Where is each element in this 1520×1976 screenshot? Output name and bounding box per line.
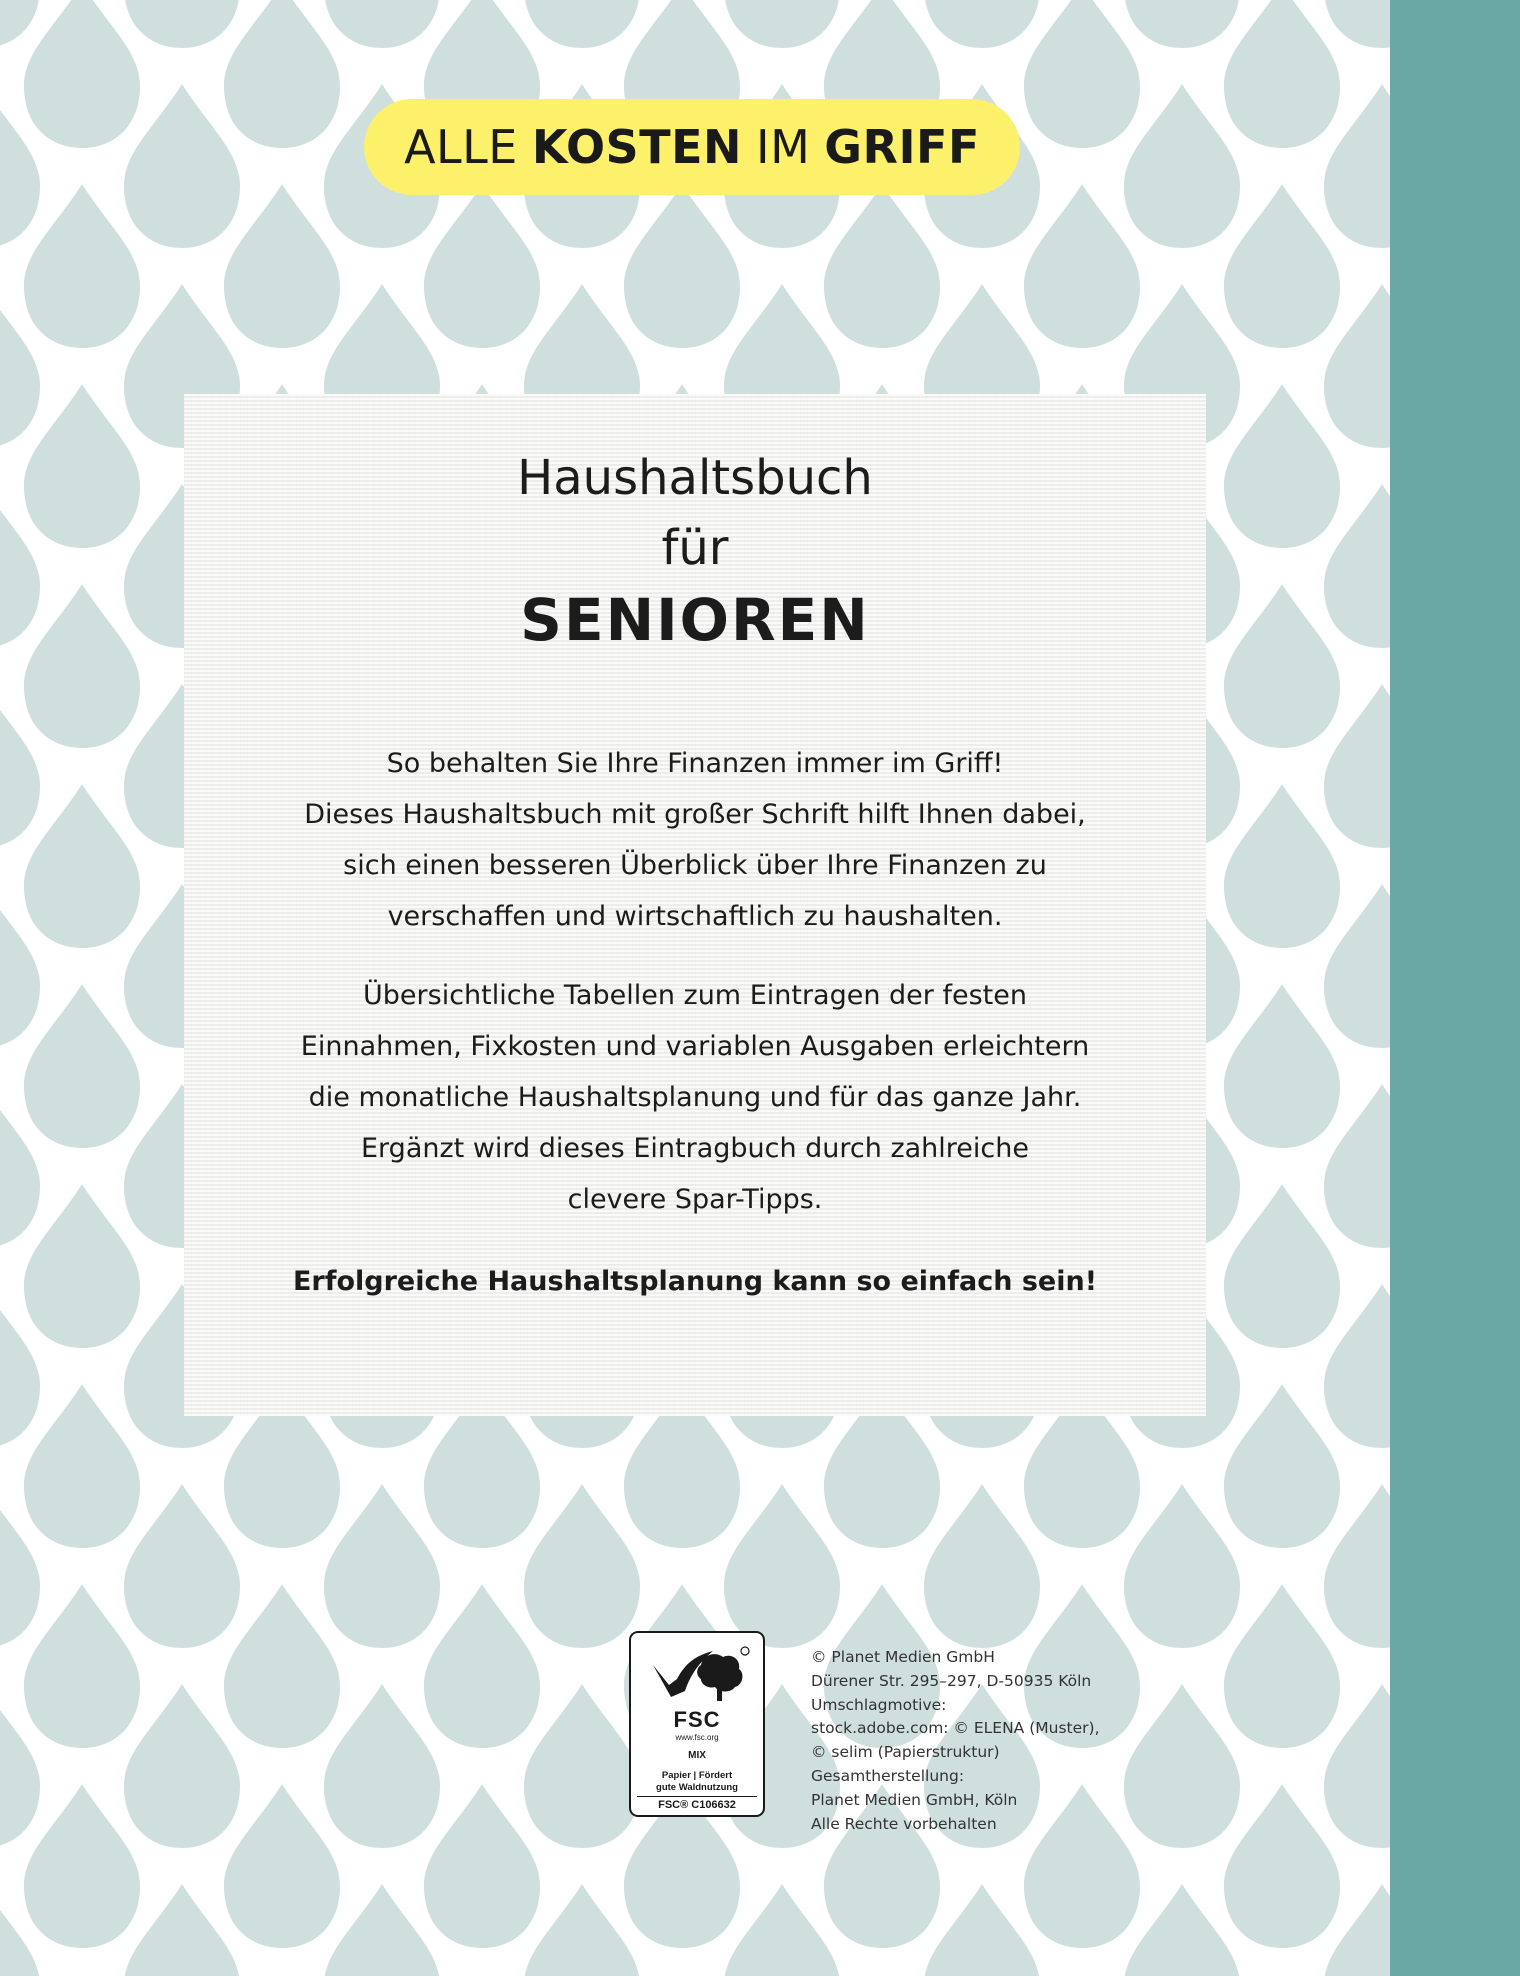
closing-statement: Erfolgreiche Haushaltsplanung kann so einfach sein! bbox=[292, 1266, 1098, 1297]
paragraph-line: So behalten Sie Ihre Finanzen immer im Griff! bbox=[386, 748, 1004, 779]
tagline-banner bbox=[364, 99, 1020, 195]
imprint-line: stock.adobe.com: © ELENA (Muster), bbox=[811, 1719, 1100, 1738]
title-line-3: SENIOREN bbox=[520, 586, 870, 654]
imprint-line: © selim (Papierstruktur) bbox=[811, 1743, 1000, 1762]
banner-word-4: GRIFF bbox=[824, 120, 980, 174]
paragraph-line: Ergänzt wird dieses Eintragbuch durch zahlreiche bbox=[361, 1133, 1029, 1164]
fsc-logo bbox=[629, 1631, 765, 1817]
title-line-2: für bbox=[661, 520, 729, 576]
paragraph-line: Übersichtliche Tabellen zum Eintragen der festen bbox=[363, 980, 1027, 1011]
paragraph-line: Dieses Haushaltsbuch mit großer Schrift hilft Ihnen dabei, bbox=[304, 799, 1086, 830]
fsc-label: FSC bbox=[673, 1707, 721, 1732]
paragraph-line: sich einen besseren Überblick über Ihre Finanzen zu bbox=[343, 850, 1047, 881]
imprint-line: Dürener Str. 295–297, D-50935 Köln bbox=[811, 1671, 1092, 1690]
fsc-mix-label: MIX bbox=[688, 1750, 706, 1761]
imprint-line: Umschlagmotive: bbox=[811, 1695, 947, 1714]
description-paragraph-2 bbox=[184, 970, 1206, 1225]
banner-word-2: KOSTEN bbox=[531, 120, 742, 174]
fsc-text-line-1: Papier | Fördert bbox=[661, 1770, 733, 1781]
imprint bbox=[811, 1646, 1111, 1836]
fsc-website: www.fsc.org bbox=[675, 1733, 719, 1742]
imprint-line: © Planet Medien GmbH bbox=[811, 1648, 995, 1666]
book-spine bbox=[1390, 0, 1520, 1976]
paragraph-line: die monatliche Haushaltsplanung und für das ganze Jahr. bbox=[308, 1082, 1082, 1113]
title-line-1: Haushaltsbuch bbox=[517, 450, 873, 506]
fsc-divider bbox=[637, 1796, 757, 1797]
banner-word-1: ALLE bbox=[404, 120, 518, 174]
description-paragraph-1 bbox=[184, 738, 1206, 942]
text-panel bbox=[184, 394, 1206, 1416]
banner-word-3: IM bbox=[756, 120, 811, 174]
imprint-line: Alle Rechte vorbehalten bbox=[811, 1814, 997, 1833]
fsc-text-line-2: gute Waldnutzung bbox=[656, 1782, 738, 1793]
imprint-line: Planet Medien GmbH, Köln bbox=[811, 1790, 1018, 1809]
fsc-license-code: FSC® C106632 bbox=[658, 1799, 736, 1811]
paragraph-line: clevere Spar-Tipps. bbox=[567, 1184, 823, 1215]
fsc-tree-checkmark-icon bbox=[631, 1639, 763, 1709]
imprint-line: Gesamtherstellung: bbox=[811, 1766, 965, 1785]
paragraph-line: verschaffen und wirtschaftlich zu haushalten. bbox=[387, 901, 1003, 932]
paragraph-line: Einnahmen, Fixkosten und variablen Ausgaben erleichtern bbox=[300, 1031, 1090, 1062]
